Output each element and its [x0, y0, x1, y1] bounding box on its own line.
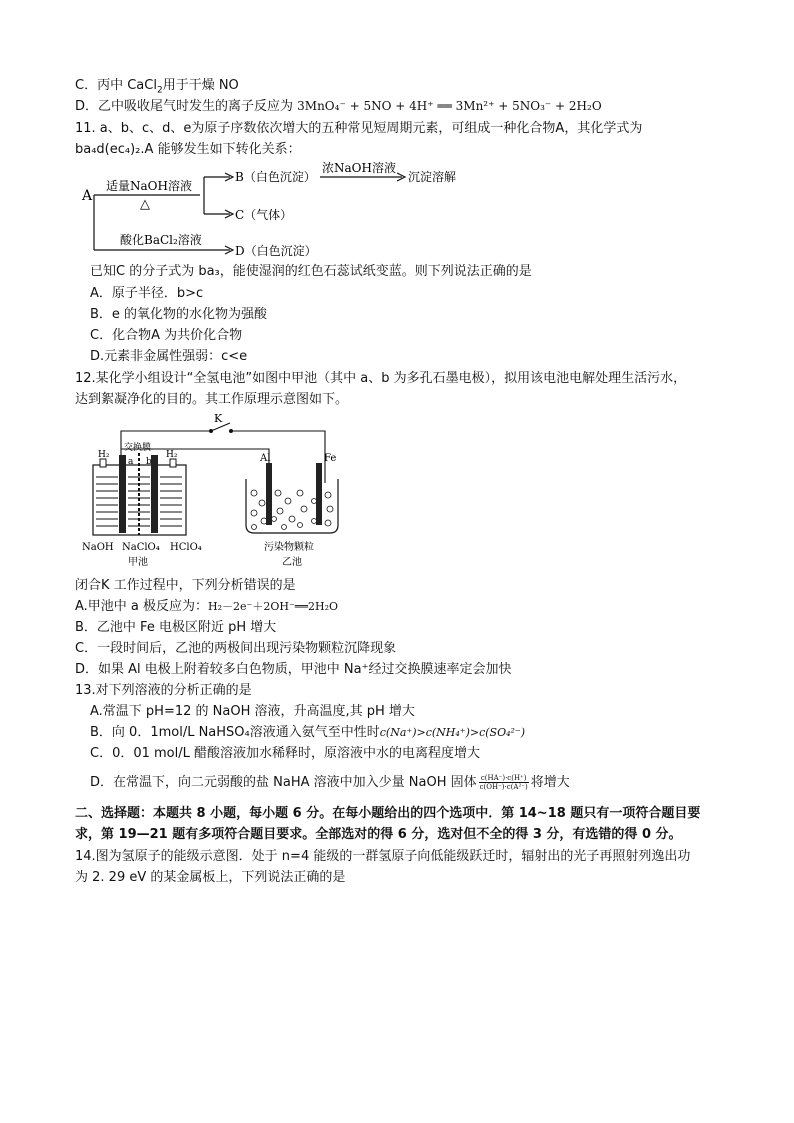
q12-label-b: b	[146, 457, 152, 467]
q11-stem-2	[75, 141, 301, 159]
q11-stem-2-rest: .A 能够发生如下转化关系：	[140, 142, 301, 157]
q12-label-al: Al	[260, 453, 271, 464]
q13-option-b-pre: B．向 0．1mol/L NaHSO₄溶液通入氨气至中性时	[90, 725, 380, 740]
q10-option-c	[75, 77, 239, 95]
q12-stem-1: 12.某化学小组设计“全氢电池”如图中甲池（其中 a、b 为多孔石墨电极），拟用该电池电解处理生活污水，	[75, 371, 687, 386]
q11-node-a: A	[82, 188, 93, 204]
q10-option-d-equation: 3MnO₄⁻ + 5NO + 4H⁺ ══ 3Mn²⁺ + 5NO₃⁻ + 2H₂O	[297, 99, 602, 113]
q12-h2-right: H₂	[166, 450, 178, 460]
q11-option-c: C．化合物A 为共价化合物	[90, 328, 243, 343]
q12-option-a-equation: H₂－2e⁻＋2OH⁻══2H₂O	[208, 600, 339, 613]
q12-cell-yi	[246, 479, 338, 533]
q10-option-c-sub: 2	[156, 85, 163, 96]
q13-fraction-numerator: c(HA⁻)·c(H⁺)	[479, 774, 529, 783]
q12-option-d: D．如果 Al 电极上附着较多白色物质，甲池中 Na⁺经过交换膜速率定会加快	[75, 662, 512, 677]
q11-node-c: C（气体）	[235, 208, 293, 222]
q14-stem-1: 14.图为氢原子的能级示意图．处于 n=4 能级的一群氢原子向低能级跃迁时，辐射出的光子再照射列逸出功	[75, 849, 691, 864]
q10-option-d-pre: D．乙中吸收尾气时发生的离子反应为	[75, 99, 294, 114]
section2-instructions-2: 求，第 19—21 题有多项符合题目要求。全部选对的得 6 分，选对但不全的得 3 分，有选错的得 0 分。	[75, 827, 682, 842]
q12-electrode-b	[151, 455, 158, 533]
q12-switch-contact	[229, 429, 233, 433]
q11-heat-symbol: △	[140, 197, 150, 212]
q12-option-b: B．乙池中 Fe 电极区附近 pH 增大	[75, 620, 277, 635]
q12-label-jia: 甲池	[128, 557, 148, 568]
q12-sol-naclo4: NaClO₄	[122, 542, 160, 553]
q11-stem-1: 11. a、b、c、d、e为原子序数依次增大的五种常见短周期元素，可组成一种化合物A，其化学式为	[75, 121, 643, 136]
q12-label-yi: 乙池	[282, 557, 302, 568]
q13-option-d-post: 将增大	[530, 775, 570, 790]
q13-option-d	[90, 774, 570, 792]
q12-label-fe: Fe	[324, 453, 337, 464]
q12-stem-2: 达到絮凝净化的目的。其工作原理示意图如下。	[75, 392, 349, 407]
q12-option-c: C．一段时间后，乙池的两极间出现污染物颗粒沉降现象	[75, 641, 397, 656]
q13-fraction-denominator: c(OH⁻)·c(A²⁻)	[479, 783, 528, 791]
q12-h2-left: H₂	[98, 450, 110, 460]
q13-option-b-inequality: c(Na⁺)>c(NH₄⁺)>c(SO₄²⁻)	[379, 726, 526, 739]
q11-info: 已知C 的分子式为 ba₃，能使湿润的红色石蕊试纸变蓝。则下列说法正确的是	[90, 264, 532, 279]
q13-option-c: C．0．01 mol/L 醋酸溶液加水稀释时，原溶液中水的电离程度增大	[90, 746, 481, 761]
q13-option-d-pre: D．在常温下，向二元弱酸的盐 NaHA 溶液中加入少量 NaOH 固体	[90, 775, 477, 790]
q12-membrane-label: 交换膜	[124, 443, 152, 453]
q11-option-a: A．原子半径．b>c	[90, 286, 204, 301]
q10-option-c-post: 用于干燥 NO	[162, 78, 239, 93]
q13-option-b	[90, 724, 525, 742]
q11-cond-bacl2: 酸化BaCl₂溶液	[120, 233, 202, 247]
q11-cond-naoh: 适量NaOH溶液	[106, 179, 192, 193]
q12-pollutant-label: 污染物颗粒	[264, 542, 314, 553]
q12-h2-inlet-right	[170, 459, 176, 467]
q12-switch-pivot	[209, 429, 213, 433]
q11-result-dissolve: 沉淀溶解	[408, 170, 457, 184]
section2-instructions-1: 二、选择题：本题共 8 小题，每小题 6 分。在每小题给出的四个选项中．第 14~18 题只有一项符合题目要	[75, 806, 701, 821]
q11-cond-conc-naoh: 浓NaOH溶液	[322, 161, 396, 175]
q12-sol-naoh: NaOH	[82, 542, 114, 553]
q11-option-b: B．e 的氧化物的水化物为强酸	[90, 307, 268, 322]
q11-node-d: D（白色沉淀）	[235, 244, 317, 258]
q12-battery-diagram	[78, 413, 358, 575]
q12-question: 闭合K 工作过程中，下列分析错误的是	[75, 578, 296, 593]
q12-option-a	[75, 598, 338, 616]
q12-switch-k: K	[214, 413, 223, 425]
q13-option-a: A.常温下 pH=12 的 NaOH 溶液，升高温度,其 pH 增大	[90, 704, 415, 719]
q12-sol-hclo4: HClO₄	[170, 542, 202, 553]
q10-option-d	[75, 97, 602, 116]
q11-option-d: D.元素非金属性强弱：c<e	[90, 349, 248, 364]
q14-stem-2: 为 2. 29 eV 的某金属板上，下列说法正确的是	[75, 870, 346, 885]
q12-h2-inlet-left	[100, 459, 106, 467]
q13-stem: 13.对下列溶液的分析正确的是	[75, 683, 252, 698]
q10-option-c-pre: C．丙中 CaCl	[75, 78, 157, 93]
q13-option-d-fraction	[479, 774, 529, 791]
q11-formula: ba₄d(ec₄)₂	[75, 142, 141, 157]
q11-conversion-diagram	[80, 158, 500, 262]
q12-label-a: a	[128, 457, 134, 467]
q11-node-b: B（白色沉淀）	[235, 170, 316, 184]
q12-electrode-fe	[316, 463, 322, 525]
q12-option-a-pre: A.甲池中 a 极反应为：	[75, 599, 209, 614]
q12-electrode-al	[266, 463, 272, 525]
q12-electrode-a	[119, 455, 126, 533]
